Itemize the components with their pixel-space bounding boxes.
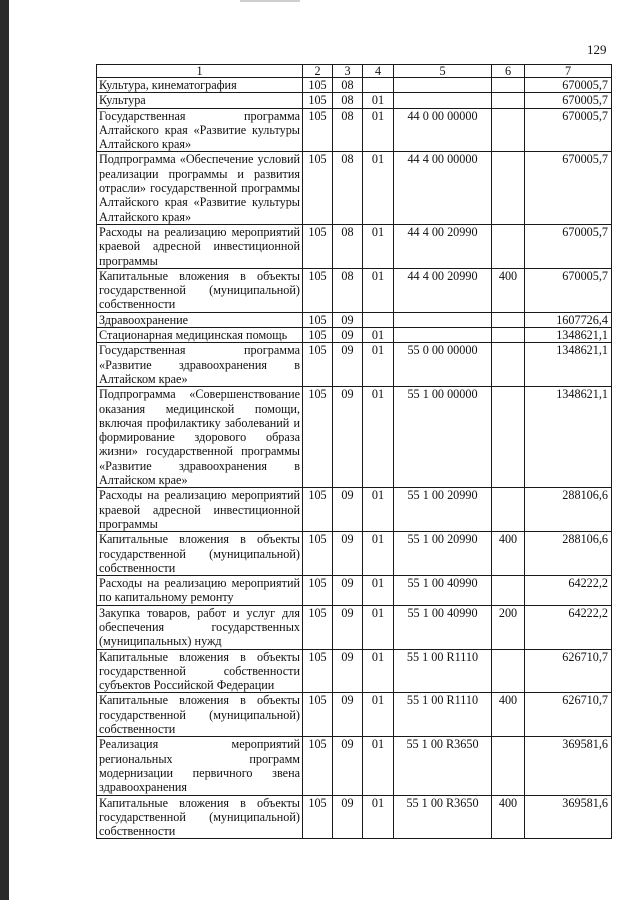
table-row — [97, 93, 612, 108]
row-code-6 — [492, 224, 525, 268]
row-code-5: 55 1 00 R1110 — [394, 649, 492, 693]
row-code-2: 105 — [303, 328, 333, 343]
row-name: Капитальные вложения в объекты государственной (муниципальной) собственности — [97, 693, 303, 737]
row-code-2: 105 — [303, 605, 333, 649]
row-amount: 1348621,1 — [525, 387, 612, 488]
row-name: Стационарная медицинская помощь — [97, 328, 303, 343]
row-code-6: 400 — [492, 693, 525, 737]
table-row — [97, 108, 612, 152]
row-code-6 — [492, 737, 525, 795]
row-name: Культура, кинематография — [97, 78, 303, 93]
row-code-4: 01 — [363, 576, 394, 606]
row-name: Капитальные вложения в объекты государственной собственности субъектов Российской Федерации — [97, 649, 303, 693]
row-code-3: 08 — [333, 268, 363, 312]
row-code-3: 09 — [333, 387, 363, 488]
row-code-3: 09 — [333, 532, 363, 576]
row-amount: 288106,6 — [525, 532, 612, 576]
row-code-4: 01 — [363, 488, 394, 532]
row-name: Капитальные вложения в объекты государственной (муниципальной) собственности — [97, 532, 303, 576]
table-row — [97, 605, 612, 649]
row-code-3: 09 — [333, 312, 363, 327]
row-code-5: 55 1 00 R3650 — [394, 795, 492, 839]
table-row — [97, 576, 612, 606]
row-code-2: 105 — [303, 737, 333, 795]
row-code-3: 09 — [333, 328, 363, 343]
table-row — [97, 78, 612, 93]
row-code-5 — [394, 328, 492, 343]
row-code-4 — [363, 78, 394, 93]
row-code-6 — [492, 649, 525, 693]
row-code-6 — [492, 387, 525, 488]
table-row — [97, 328, 612, 343]
row-code-6 — [492, 78, 525, 93]
row-amount: 64222,2 — [525, 605, 612, 649]
row-code-5: 55 1 00 20990 — [394, 532, 492, 576]
row-amount: 670005,7 — [525, 78, 612, 93]
row-name: Расходы на реализацию мероприятий по капитальному ремонту — [97, 576, 303, 606]
row-code-2: 105 — [303, 108, 333, 152]
row-code-2: 105 — [303, 78, 333, 93]
row-code-4: 01 — [363, 268, 394, 312]
header-col-1: 1 — [97, 65, 303, 78]
row-name: Реализация мероприятий региональных программ модернизации первичного звена здравоохранения — [97, 737, 303, 795]
row-code-3: 09 — [333, 649, 363, 693]
row-code-6 — [492, 576, 525, 606]
row-code-2: 105 — [303, 152, 333, 224]
row-code-3: 09 — [333, 343, 363, 387]
row-code-6: 200 — [492, 605, 525, 649]
row-code-2: 105 — [303, 532, 333, 576]
row-code-2: 105 — [303, 93, 333, 108]
row-code-4: 01 — [363, 649, 394, 693]
row-code-3: 09 — [333, 488, 363, 532]
table-row — [97, 693, 612, 737]
table-row — [97, 343, 612, 387]
table-row — [97, 649, 612, 693]
row-amount: 1348621,1 — [525, 328, 612, 343]
header-col-2: 2 — [303, 65, 333, 78]
row-code-2: 105 — [303, 387, 333, 488]
row-name: Расходы на реализацию мероприятий краевой адресной инвестиционной программы — [97, 224, 303, 268]
row-code-5: 44 4 00 00000 — [394, 152, 492, 224]
row-code-4: 01 — [363, 152, 394, 224]
row-code-6 — [492, 312, 525, 327]
header-col-7: 7 — [525, 65, 612, 78]
row-amount: 369581,6 — [525, 795, 612, 839]
row-code-3: 09 — [333, 576, 363, 606]
row-name: Подпрограмма «Совершенствование оказания медицинской помощи, включая профилактику заболеваний и формирование здорового образа жизни» государственной программы «Развитие здравоохранения в Алтайском крае» — [97, 387, 303, 488]
row-code-5: 44 0 00 00000 — [394, 108, 492, 152]
row-code-5: 55 1 00 00000 — [394, 387, 492, 488]
row-code-3: 09 — [333, 737, 363, 795]
row-code-4: 01 — [363, 795, 394, 839]
row-amount: 670005,7 — [525, 268, 612, 312]
table-row — [97, 795, 612, 839]
row-code-5: 44 4 00 20990 — [394, 224, 492, 268]
row-code-5: 55 0 00 00000 — [394, 343, 492, 387]
row-code-2: 105 — [303, 649, 333, 693]
row-code-2: 105 — [303, 268, 333, 312]
row-code-5: 55 1 00 20990 — [394, 488, 492, 532]
row-code-6 — [492, 488, 525, 532]
row-name: Государственная программа «Развитие здравоохранения в Алтайском крае» — [97, 343, 303, 387]
row-name: Подпрограмма «Обеспечение условий реализации программы и развития отрасли» государственной программы Алтайского края «Развитие культуры Алтайского края» — [97, 152, 303, 224]
row-name: Культура — [97, 93, 303, 108]
table-header-row — [97, 65, 612, 78]
row-code-4: 01 — [363, 224, 394, 268]
row-code-2: 105 — [303, 488, 333, 532]
row-name: Капитальные вложения в объекты государственной (муниципальной) собственности — [97, 795, 303, 839]
row-name: Здравоохранение — [97, 312, 303, 327]
row-amount: 626710,7 — [525, 693, 612, 737]
row-code-3: 08 — [333, 224, 363, 268]
row-code-6 — [492, 152, 525, 224]
row-code-4: 01 — [363, 693, 394, 737]
row-code-2: 105 — [303, 224, 333, 268]
row-code-6: 400 — [492, 795, 525, 839]
row-amount: 1607726,4 — [525, 312, 612, 327]
row-code-4 — [363, 312, 394, 327]
table-row — [97, 312, 612, 327]
row-code-4: 01 — [363, 108, 394, 152]
row-name: Расходы на реализацию мероприятий краевой адресной инвестиционной программы — [97, 488, 303, 532]
row-code-2: 105 — [303, 795, 333, 839]
row-amount: 670005,7 — [525, 224, 612, 268]
row-code-6: 400 — [492, 532, 525, 576]
row-code-6 — [492, 108, 525, 152]
scan-edge-bar — [0, 0, 9, 900]
row-amount: 288106,6 — [525, 488, 612, 532]
row-name: Капитальные вложения в объекты государственной (муниципальной) собственности — [97, 268, 303, 312]
page-number: 129 — [587, 42, 607, 57]
row-code-5: 55 1 00 R3650 — [394, 737, 492, 795]
scan-artifact — [240, 0, 300, 2]
row-code-3: 09 — [333, 795, 363, 839]
row-name: Закупка товаров, работ и услуг для обеспечения государственных (муниципальных) нужд — [97, 605, 303, 649]
row-amount: 626710,7 — [525, 649, 612, 693]
row-code-4: 01 — [363, 343, 394, 387]
row-code-5 — [394, 312, 492, 327]
row-amount: 670005,7 — [525, 108, 612, 152]
row-name: Государственная программа Алтайского края «Развитие культуры Алтайского края» — [97, 108, 303, 152]
table-row — [97, 268, 612, 312]
row-code-4: 01 — [363, 737, 394, 795]
header-col-6: 6 — [492, 65, 525, 78]
table-row — [97, 737, 612, 795]
row-code-5: 55 1 00 40990 — [394, 576, 492, 606]
row-code-3: 08 — [333, 78, 363, 93]
row-amount: 1348621,1 — [525, 343, 612, 387]
header-col-3: 3 — [333, 65, 363, 78]
row-code-2: 105 — [303, 312, 333, 327]
row-amount: 64222,2 — [525, 576, 612, 606]
table-row — [97, 152, 612, 224]
row-code-6: 400 — [492, 268, 525, 312]
row-amount: 670005,7 — [525, 93, 612, 108]
row-code-4: 01 — [363, 605, 394, 649]
row-code-6 — [492, 343, 525, 387]
row-code-4: 01 — [363, 93, 394, 108]
table-row — [97, 488, 612, 532]
budget-table — [96, 64, 612, 839]
table-row — [97, 387, 612, 488]
row-code-4: 01 — [363, 387, 394, 488]
row-amount: 369581,6 — [525, 737, 612, 795]
row-code-5 — [394, 93, 492, 108]
row-code-3: 08 — [333, 93, 363, 108]
table-row — [97, 224, 612, 268]
row-code-5: 55 1 00 40990 — [394, 605, 492, 649]
row-code-5 — [394, 78, 492, 93]
row-code-3: 09 — [333, 693, 363, 737]
header-col-4: 4 — [363, 65, 394, 78]
row-code-2: 105 — [303, 693, 333, 737]
row-code-2: 105 — [303, 343, 333, 387]
row-code-6 — [492, 93, 525, 108]
header-col-5: 5 — [394, 65, 492, 78]
row-code-3: 09 — [333, 605, 363, 649]
row-code-2: 105 — [303, 576, 333, 606]
row-code-6 — [492, 328, 525, 343]
row-code-5: 55 1 00 R1110 — [394, 693, 492, 737]
row-code-3: 08 — [333, 152, 363, 224]
row-code-5: 44 4 00 20990 — [394, 268, 492, 312]
row-code-4: 01 — [363, 328, 394, 343]
row-amount: 670005,7 — [525, 152, 612, 224]
table-row — [97, 532, 612, 576]
row-code-3: 08 — [333, 108, 363, 152]
row-code-4: 01 — [363, 532, 394, 576]
